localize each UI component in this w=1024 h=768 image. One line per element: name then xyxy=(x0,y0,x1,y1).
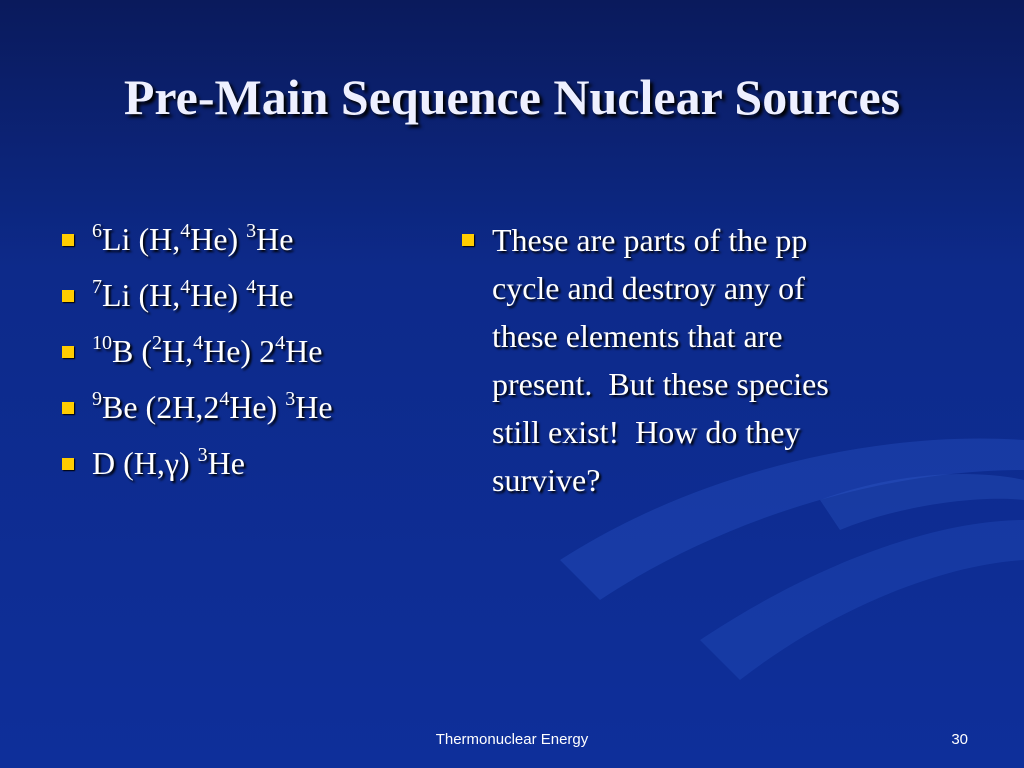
bullet-square-icon xyxy=(62,290,74,302)
bullet-square-icon xyxy=(62,402,74,414)
bullet-square-icon xyxy=(62,234,74,246)
bullet-text: $^6$Li (H,$^4$He) $^3$He xyxy=(92,220,294,257)
bullet-text: D (H,γ) $^3$He xyxy=(92,444,245,481)
bullet-item xyxy=(62,272,422,318)
slide-title: Pre-Main Sequence Nuclear Sources xyxy=(123,69,901,125)
bullet-square-icon xyxy=(462,234,474,246)
bullet-square-icon xyxy=(62,458,74,470)
bullet-text: $^9$Be $(2H,2^4He)$ $^3$He xyxy=(92,388,333,425)
bullet-item xyxy=(62,440,422,486)
bullet-item xyxy=(62,384,422,430)
footer-text: Thermonuclear Energy xyxy=(435,731,589,748)
page-number: 30 xyxy=(951,731,968,748)
bullet-item xyxy=(62,216,422,262)
bullet-item xyxy=(62,328,422,374)
bullet-item xyxy=(462,216,942,504)
bullet-text: $^{10}$B ($^2$H,$^4$He) $2^4He$ xyxy=(92,332,323,369)
bullet-square-icon xyxy=(62,346,74,358)
bullet-text: $^7$Li (H,$^4$He) $^4$He xyxy=(92,276,294,313)
right-bullet-list xyxy=(462,216,942,504)
left-bullet-list xyxy=(62,216,422,496)
bullet-text: These are parts of the pp cycle and destroy any of these elements that are present. But these species still exist! How do they survive? xyxy=(492,222,829,498)
